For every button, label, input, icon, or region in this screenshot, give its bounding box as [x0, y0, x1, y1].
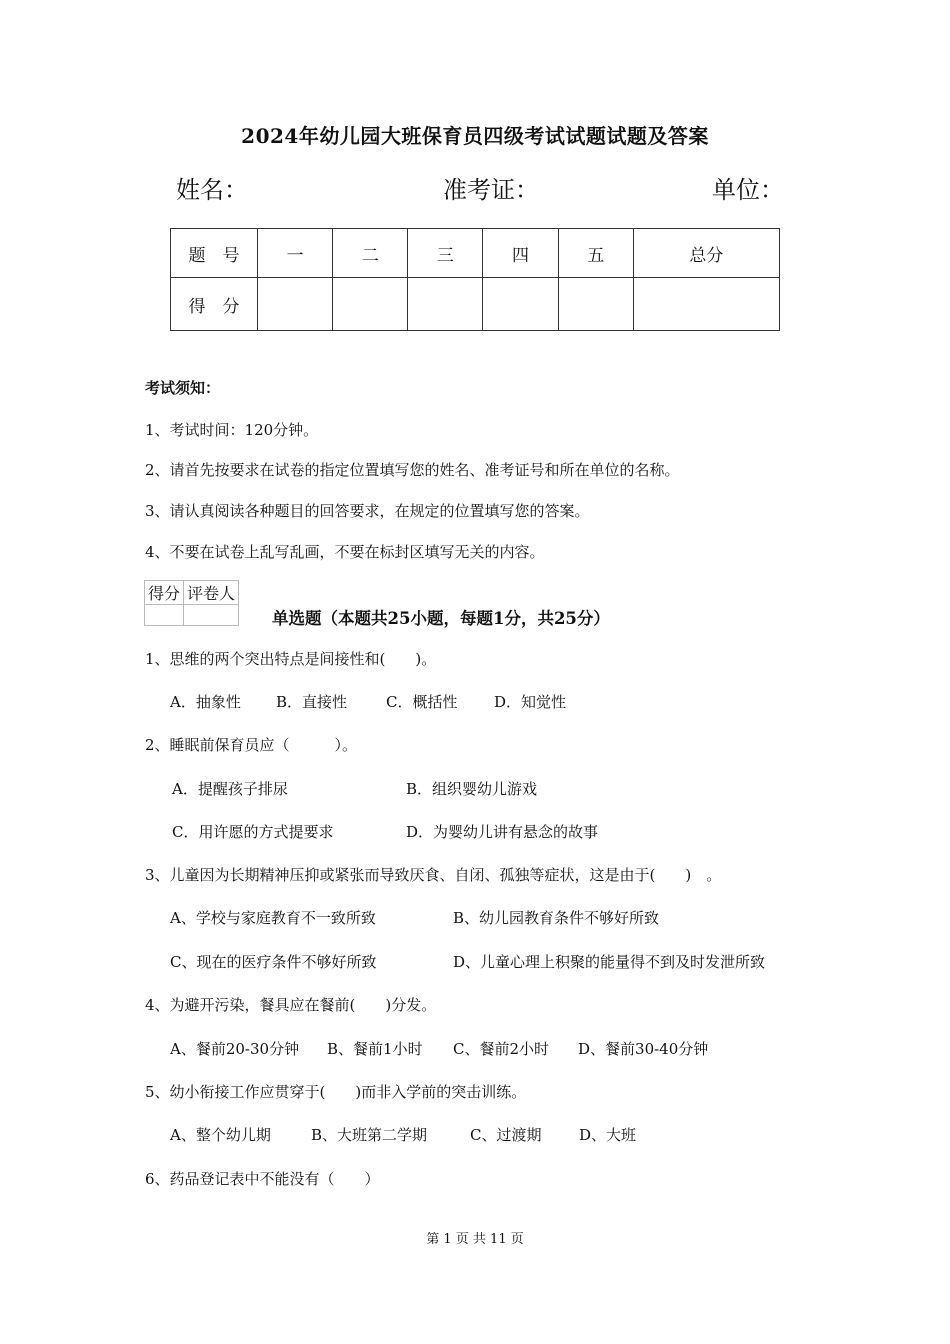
- score-cell[interactable]: [558, 278, 633, 331]
- question-stem: 5、幼小衔接工作应贯穿于( )而非入学前的突击训练。: [145, 1083, 527, 1101]
- notice-item: 1、考试时间：120分钟。: [145, 421, 319, 439]
- score-table-header-row: [171, 229, 780, 278]
- score-header-cell: 三: [408, 229, 483, 278]
- question-option[interactable]: A、餐前20-30分钟: [170, 1040, 300, 1058]
- question-option[interactable]: C．概括性: [386, 693, 458, 711]
- score-table-score-row: [171, 278, 780, 331]
- unit-label: 单位：: [712, 176, 784, 204]
- page-footer: 第 1 页 共 11 页: [426, 1232, 524, 1247]
- question-option[interactable]: B、餐前1小时: [327, 1040, 423, 1058]
- score-cell[interactable]: [333, 278, 408, 331]
- notice-item: 2、请首先按要求在试卷的指定位置填写您的姓名、准考证号和所在单位的名称。: [145, 461, 680, 479]
- score-cell[interactable]: [633, 278, 779, 331]
- grader-name-label: 评卷人: [184, 581, 239, 605]
- question-option[interactable]: D．为婴幼儿讲有悬念的故事: [406, 823, 599, 841]
- exam-id-label: 准考证：: [443, 176, 539, 204]
- score-table: [170, 228, 780, 331]
- question-option[interactable]: C、现在的医疗条件不够好所致: [170, 953, 377, 971]
- question-option[interactable]: D．知觉性: [494, 693, 567, 711]
- score-header-cell: 四: [483, 229, 558, 278]
- notice-item: 4、不要在试卷上乱写乱画，不要在标封区填写无关的内容。: [145, 543, 545, 561]
- grader-name-cell[interactable]: [184, 605, 239, 626]
- question-option[interactable]: C．用许愿的方式提要求: [172, 823, 334, 841]
- question-option[interactable]: C、过渡期: [470, 1126, 542, 1144]
- question-option[interactable]: C、餐前2小时: [453, 1040, 550, 1058]
- score-cell[interactable]: [408, 278, 483, 331]
- grader-box: [144, 580, 239, 626]
- question-option[interactable]: D、大班: [579, 1126, 637, 1144]
- score-cell[interactable]: [258, 278, 333, 331]
- question-option[interactable]: D、儿童心理上积聚的能量得不到及时发泄所致: [453, 953, 766, 971]
- section-title: 单选题（本题共25小题，每题1分，共25分）: [272, 609, 610, 628]
- notice-heading: 考试须知：: [145, 379, 221, 397]
- question-option[interactable]: B、大班第二学期: [311, 1126, 428, 1144]
- score-header-cell: 五: [558, 229, 633, 278]
- question-option[interactable]: D、餐前30-40分钟: [578, 1040, 709, 1058]
- question-stem: 4、为避开污染，餐具应在餐前( )分发。: [145, 996, 437, 1014]
- question-option[interactable]: B．组织婴幼儿游戏: [406, 780, 538, 798]
- grader-score-label: 得分: [145, 581, 184, 605]
- score-header-cell: 二: [333, 229, 408, 278]
- score-header-cell: 一: [258, 229, 333, 278]
- question-option[interactable]: A．提醒孩子排尿: [172, 780, 288, 798]
- grader-entry-row: [145, 605, 239, 626]
- score-row-label: 得 分: [171, 278, 258, 331]
- question-stem: 6、药品登记表中不能没有（ ）: [145, 1170, 380, 1188]
- grader-score-cell[interactable]: [145, 605, 184, 626]
- name-label: 姓名：: [176, 176, 248, 204]
- question-stem: 1、思维的两个突出特点是间接性和( )。: [145, 650, 437, 668]
- question-option[interactable]: B．直接性: [276, 693, 348, 711]
- score-header-cell: 题 号: [171, 229, 258, 278]
- question-stem: 2、睡眠前保育员应（ ）。: [145, 736, 358, 754]
- question-option[interactable]: A、学校与家庭教育不一致所致: [170, 909, 376, 927]
- question-option[interactable]: A、整个幼儿期: [170, 1126, 271, 1144]
- question-option[interactable]: B、幼儿园教育条件不够好所致: [453, 909, 660, 927]
- score-header-cell: 总分: [633, 229, 779, 278]
- question-option[interactable]: A．抽象性: [170, 693, 241, 711]
- page-title: 2024年幼儿园大班保育员四级考试试题试题及答案: [241, 124, 709, 148]
- notice-item: 3、请认真阅读各种题目的回答要求，在规定的位置填写您的答案。: [145, 502, 590, 520]
- question-stem: 3、儿童因为长期精神压抑或紧张而导致厌食、自闭、孤独等症状，这是由于( ) 。: [145, 866, 722, 884]
- score-cell[interactable]: [483, 278, 558, 331]
- grader-header-row: [145, 581, 239, 605]
